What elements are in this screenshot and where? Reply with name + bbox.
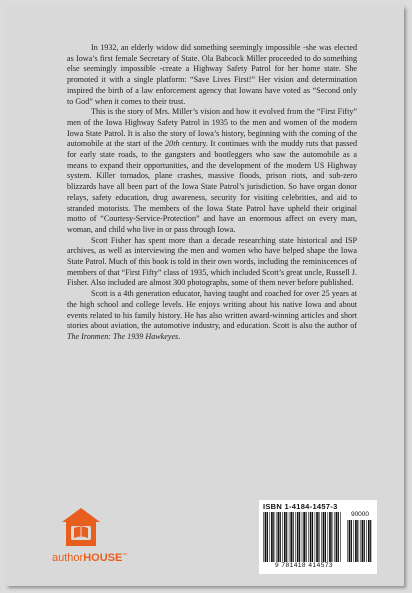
century-italic: 20th <box>165 139 180 149</box>
publisher-logo <box>52 506 132 574</box>
barcode-digits: 9 781418 414573 <box>274 562 334 569</box>
isbn-label: ISBN 1-4184-1457-3 <box>263 502 338 511</box>
paragraph-intro: In 1932, an elderly widow did something seemingly impossible -she was elected as Iowa’s first female Secretary of State. Ola Babcock Miller proceeded to do something else seemingly impossible -create a Highway Safety Patrol for her home state. She promoted it with a single platform: “Save Lives First!” Her vision and determination inspired the birth of a law enforcement agency that Iowans have voted as “Second only to God” when it comes to their trust. <box>67 43 357 106</box>
book-title-italic: The Ironmen: The 1939 Hawkeyes <box>67 331 179 341</box>
barcode <box>259 500 377 574</box>
paragraph-story: This is the story of Mrs. Miller’s vision and how it evolved from the “First Fifty” men of the Iowa Highway Safety Patrol in 1935 to the men and women of the modern Iowa State Patrol. It is also the story of Iowa’s history, beginning with the coming of the automobile at the start of the 20th century. It continues with the muddy ruts that passed for early state roads, to the gangsters and bootleggers who saw the automobile as a means to expand their opportunities, and the development of the modern US Highway system. Killer tornados, plane crashes, massive floods, prison riots, and sub-zero blizzards have all been part of the Iowa State Patrol’s jurisdiction. So have organ donor relays, safety education, drug awareness, security for visiting celebrities, and aid to stranded motorists. The members of the Iowa State Patrol have upheld their original motto of “Courtesy-Service-Protection” and have an enormous affect on every man, woman, and child who live in or pass through Iowa. <box>67 107 357 234</box>
back-cover-text <box>67 43 357 343</box>
paragraph-author: Scott is a 4th generation educator, having taught and coached for over 25 years at the high school and college levels. He enjoys writing about his native Iowa and about events related to his family history. He has also written award-winning articles and short stories about aviation, the automotive industry, and education. Scott is also the author of The Ironmen: The 1939 Hawkeyes. <box>67 289 357 341</box>
addon-barcode <box>347 520 373 562</box>
paragraph-research: Scott Fisher has spent more than a decade researching state historical and ISP archives, as well as interviewing the men and women who have helped shape the Iowa State Patrol. Much of this book is told in their own words, including the reminiscences of members of that “First Fifty” class of 1935, which included Scott’s great uncle, Russell J. Fisher. Also included are almost 300 photographs, some of them never before published. <box>67 235 357 288</box>
ean-barcode <box>263 512 343 562</box>
publisher-name: authorHOUSE™ <box>52 552 128 564</box>
barcode-addon-number: 90000 <box>350 511 370 518</box>
house-logo-icon <box>60 506 102 550</box>
back-cover <box>6 6 404 586</box>
